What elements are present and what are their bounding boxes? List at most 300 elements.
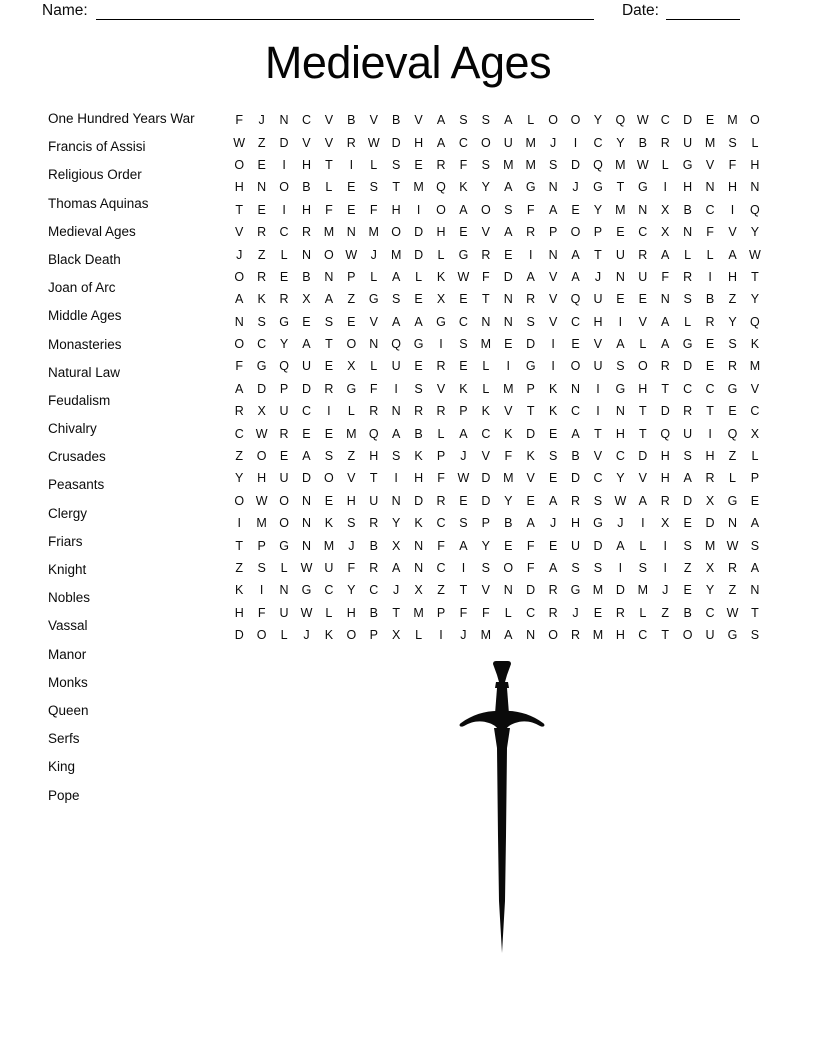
grid-letter: Y: [347, 583, 356, 598]
grid-letter: E: [414, 359, 423, 374]
grid-letter: W: [636, 113, 649, 128]
grid-letter: T: [594, 426, 602, 441]
grid-letter: N: [750, 583, 760, 598]
grid-letter: T: [661, 628, 670, 643]
grid-letter: H: [414, 471, 424, 486]
grid-letter: F: [526, 538, 535, 553]
grid-letter: A: [526, 516, 535, 531]
word-list-item: Black Death: [48, 251, 121, 267]
grid-letter: R: [481, 247, 491, 262]
grid-letter: W: [749, 247, 761, 262]
grid-letter: B: [683, 605, 692, 620]
grid-letter: W: [233, 135, 246, 150]
grid-letter: Z: [661, 605, 670, 620]
grid-letter: N: [324, 269, 334, 284]
grid-letter: R: [705, 314, 715, 329]
grid-letter: L: [639, 337, 647, 352]
grid-letter: M: [323, 538, 335, 553]
word-list-item: Manor: [48, 646, 87, 662]
grid-letter: L: [729, 471, 736, 486]
grid-letter: L: [527, 113, 535, 128]
grid-letter: X: [436, 292, 446, 307]
grid-letter: H: [727, 269, 737, 284]
name-label: Name:: [42, 2, 88, 19]
grid-letter: E: [728, 404, 737, 419]
grid-letter: D: [414, 493, 424, 508]
grid-letter: P: [548, 225, 558, 240]
grid-letter: U: [593, 359, 603, 374]
grid-letter: D: [526, 583, 536, 598]
grid-letter: H: [638, 381, 648, 396]
grid-letter: O: [480, 135, 491, 150]
grid-letter: Q: [436, 180, 446, 195]
grid-letter: P: [750, 471, 760, 486]
grid-letter: I: [618, 314, 623, 329]
grid-letter: E: [347, 180, 356, 195]
grid-letter: W: [300, 605, 313, 620]
grid-letter: Q: [368, 426, 379, 441]
grid-letter: O: [750, 113, 760, 128]
grid-letter: G: [682, 337, 693, 352]
grid-letter: T: [459, 583, 468, 598]
grid-letter: H: [234, 605, 244, 620]
grid-letter: B: [369, 538, 378, 553]
grid-letter: L: [370, 269, 378, 284]
grid-letter: Y: [750, 225, 760, 240]
grid-letter: Y: [750, 292, 760, 307]
grid-letter: W: [255, 426, 268, 441]
word-list-item: Thomas Aquinas: [48, 195, 149, 211]
grid-letter: B: [705, 292, 715, 307]
grid-letter: A: [459, 538, 468, 553]
grid-letter: D: [414, 225, 424, 240]
grid-letter: B: [369, 605, 378, 620]
grid-letter: A: [414, 314, 423, 329]
grid-letter: C: [750, 404, 760, 419]
grid-letter: R: [571, 493, 581, 508]
grid-letter: S: [257, 561, 266, 575]
header: [42, 1, 740, 20]
grid-letter: Z: [728, 583, 737, 598]
grid-letter: O: [346, 337, 357, 352]
grid-letter: K: [548, 404, 558, 419]
grid-letter: N: [571, 381, 581, 396]
grid-letter: N: [548, 180, 558, 195]
grid-letter: O: [570, 113, 581, 128]
grid-letter: V: [481, 225, 491, 240]
grid-letter: D: [683, 113, 693, 128]
grid-letter: H: [615, 628, 625, 643]
grid-letter: D: [683, 359, 693, 374]
grid-letter: D: [705, 516, 715, 531]
grid-letter: R: [615, 605, 625, 620]
grid-letter: S: [548, 449, 558, 464]
grid-letter: O: [234, 337, 245, 352]
grid-letter: D: [234, 628, 244, 643]
grid-letter: C: [705, 605, 715, 620]
grid-letter: M: [323, 225, 335, 240]
grid-letter: Y: [616, 135, 625, 150]
grid-letter: A: [459, 202, 468, 217]
grid-letter: Y: [705, 583, 715, 598]
grid-letter: L: [639, 538, 647, 553]
grid-letter: K: [459, 180, 468, 195]
word-list-item: Serfs: [48, 731, 80, 747]
grid-letter: P: [369, 628, 378, 643]
grid-letter: X: [347, 359, 356, 374]
grid-letter: V: [324, 135, 334, 150]
grid-letter: J: [617, 516, 624, 531]
grid-letter: G: [570, 583, 581, 598]
grid-letter: A: [548, 493, 558, 508]
grid-letter: C: [571, 404, 581, 419]
grid-letter: I: [237, 516, 241, 531]
grid-letter: F: [235, 113, 244, 128]
grid-letter: T: [325, 157, 333, 172]
grid-letter: T: [751, 269, 759, 284]
grid-letter: R: [683, 269, 693, 284]
grid-letter: E: [347, 202, 356, 217]
grid-letter: I: [282, 202, 286, 217]
grid-letter: K: [235, 583, 244, 598]
grid-letter: C: [638, 225, 648, 240]
grid-letter: L: [370, 157, 378, 172]
grid-letter: C: [705, 381, 715, 396]
word-list-item: Middle Ages: [48, 308, 122, 324]
grid-letter: Q: [279, 359, 289, 374]
grid-letter: A: [661, 314, 670, 329]
grid-letter: X: [705, 493, 715, 508]
grid-letter: O: [324, 471, 334, 486]
grid-letter: S: [481, 157, 491, 172]
word-list-item: Vassal: [48, 618, 88, 634]
grid-letter: I: [327, 404, 331, 419]
grid-letter: F: [661, 269, 670, 284]
grid-letter: J: [549, 516, 557, 531]
grid-letter: Q: [593, 157, 603, 172]
grid-letter: B: [683, 202, 692, 217]
grid-letter: R: [257, 225, 267, 240]
grid-letter: R: [683, 404, 693, 419]
grid-letter: U: [279, 404, 289, 419]
grid-letter: U: [503, 135, 513, 150]
grid-letter: C: [279, 225, 289, 240]
grid-letter: C: [526, 605, 536, 620]
grid-letter: Y: [279, 337, 289, 352]
grid-letter: U: [593, 292, 603, 307]
grid-letter: N: [391, 493, 401, 508]
grid-letter: I: [394, 381, 398, 396]
grid-letter: H: [660, 449, 670, 464]
grid-letter: O: [436, 202, 446, 217]
grid-letter: V: [638, 471, 647, 486]
grid-letter: Q: [750, 202, 760, 217]
grid-letter: L: [482, 359, 490, 374]
grid-letter: I: [349, 157, 354, 172]
grid-letter: N: [638, 202, 648, 217]
grid-letter: U: [683, 135, 693, 150]
grid-letter: H: [615, 426, 625, 441]
grid-letter: J: [393, 583, 400, 598]
grid-letter: R: [526, 292, 536, 307]
grid-letter: T: [392, 605, 400, 620]
grid-letter: F: [482, 269, 490, 284]
grid-letter: N: [526, 628, 536, 643]
grid-letter: I: [596, 381, 600, 396]
grid-letter: N: [301, 516, 311, 531]
grid-letter: L: [684, 247, 692, 262]
grid-letter: K: [257, 292, 266, 307]
grid-letter: R: [548, 605, 558, 620]
grid-letter: G: [436, 314, 446, 329]
grid-letter: S: [683, 449, 692, 464]
grid-letter: N: [481, 314, 491, 329]
grid-letter: C: [257, 337, 267, 352]
grid-letter: O: [548, 628, 558, 643]
grid-letter: D: [481, 493, 491, 508]
grid-letter: E: [302, 314, 311, 329]
grid-letter: B: [504, 516, 513, 531]
grid-letter: J: [303, 628, 310, 643]
word-list-item: One Hundred Years War: [48, 111, 195, 126]
grid-letter: M: [615, 157, 626, 172]
grid-letter: L: [706, 247, 714, 262]
grid-letter: D: [638, 449, 648, 464]
grid-letter: Y: [728, 314, 737, 329]
grid-letter: E: [683, 583, 692, 598]
grid-letter: F: [437, 471, 445, 486]
grid-letter: T: [526, 404, 535, 419]
grid-letter: C: [234, 426, 244, 441]
grid-letter: Q: [391, 337, 402, 352]
grid-letter: K: [504, 426, 513, 441]
grid-letter: B: [571, 449, 580, 464]
grid-letter: D: [683, 493, 693, 508]
grid-letter: R: [346, 135, 356, 150]
grid-letter: M: [480, 337, 492, 352]
grid-letter: S: [750, 538, 760, 553]
grid-letter: F: [257, 605, 266, 620]
grid-letter: A: [504, 180, 513, 195]
grid-letter: H: [705, 449, 715, 464]
grid-letter: X: [750, 426, 760, 441]
grid-letter: B: [391, 113, 401, 128]
grid-letter: P: [436, 449, 446, 464]
grid-letter: T: [594, 247, 602, 262]
grid-letter: S: [391, 292, 401, 307]
grid-letter: N: [750, 180, 760, 195]
word-list-item: Religious Order: [48, 167, 142, 183]
grid-letter: T: [616, 180, 625, 195]
date-label: Date:: [621, 2, 659, 19]
grid-letter: V: [638, 314, 647, 329]
grid-letter: G: [279, 314, 289, 329]
grid-letter: X: [661, 202, 670, 217]
grid-letter: V: [481, 449, 491, 464]
grid-letter: W: [726, 538, 739, 553]
grid-letter: J: [460, 628, 467, 643]
grid-letter: F: [347, 561, 356, 575]
grid-letter: L: [684, 314, 692, 329]
grid-letter: L: [325, 605, 333, 620]
grid-letter: C: [301, 113, 311, 128]
grid-letter: W: [636, 157, 649, 172]
grid-letter: C: [458, 135, 468, 150]
grid-letter: J: [594, 269, 602, 284]
word-list-item: Crusades: [48, 449, 106, 465]
grid-letter: U: [324, 561, 334, 575]
grid-letter: K: [459, 381, 468, 396]
grid-letter: J: [258, 113, 265, 128]
grid-letter: E: [548, 426, 558, 441]
grid-letter: S: [750, 628, 760, 643]
grid-letter: L: [639, 605, 647, 620]
grid-letter: E: [257, 157, 266, 172]
grid-letter: E: [324, 493, 334, 508]
grid-letter: Q: [750, 314, 760, 329]
grid-letter: X: [705, 561, 715, 575]
grid-letter: P: [279, 381, 289, 396]
grid-letter: C: [638, 628, 648, 643]
grid-letter: L: [280, 561, 288, 575]
grid-letter: H: [234, 180, 244, 195]
grid-letter: C: [436, 561, 446, 575]
grid-letter: A: [728, 247, 737, 262]
grid-letter: J: [236, 247, 243, 262]
grid-letter: M: [503, 381, 514, 396]
grid-letter: U: [638, 269, 648, 284]
grid-letter: T: [369, 471, 378, 486]
grid-letter: R: [234, 404, 244, 419]
grid-letter: G: [346, 381, 357, 396]
grid-letter: L: [415, 269, 423, 284]
grid-letter: M: [615, 202, 626, 217]
grid-letter: D: [593, 538, 603, 553]
grid-letter: R: [571, 628, 581, 643]
grid-letter: I: [551, 359, 555, 374]
grid-letter: Z: [683, 561, 692, 575]
grid-letter: V: [526, 471, 535, 486]
grid-letter: S: [593, 561, 603, 575]
grid-letter: W: [255, 493, 268, 508]
grid-letter: Q: [615, 113, 626, 128]
grid-letter: D: [414, 247, 424, 262]
grid-letter: J: [662, 583, 669, 598]
grid-letter: K: [414, 516, 423, 531]
word-list-item: Joan of Arc: [48, 280, 116, 296]
grid-letter: M: [637, 583, 649, 598]
grid-letter: R: [369, 561, 379, 575]
grid-letter: F: [437, 538, 445, 553]
name-blank-line: [96, 3, 594, 20]
grid-letter: S: [459, 516, 468, 531]
grid-letter: V: [436, 381, 446, 396]
word-list: [48, 105, 228, 810]
grid-letter: D: [301, 471, 311, 486]
grid-letter: S: [459, 337, 468, 352]
grid-letter: N: [727, 516, 737, 531]
grid-letter: O: [480, 202, 491, 217]
grid-letter: W: [367, 135, 380, 150]
grid-letter: P: [436, 605, 446, 620]
grid-letter: G: [727, 493, 738, 508]
grid-letter: K: [324, 516, 334, 531]
grid-letter: C: [458, 314, 468, 329]
grid-letter: V: [728, 225, 737, 240]
grid-letter: M: [525, 135, 536, 150]
grid-letter: Z: [728, 292, 737, 307]
grid-letter: U: [571, 538, 581, 553]
grid-letter: Y: [616, 471, 625, 486]
grid-letter: E: [414, 292, 423, 307]
grid-letter: A: [324, 292, 334, 307]
grid-letter: D: [615, 583, 625, 598]
grid-letter: A: [235, 381, 244, 396]
grid-letter: N: [503, 314, 513, 329]
grid-letter: A: [504, 113, 513, 128]
grid-letter: V: [369, 314, 378, 329]
grid-letter: E: [548, 471, 558, 486]
word-list-item: Clergy: [48, 505, 88, 521]
date-blank-line: [666, 3, 740, 20]
grid-letter: V: [324, 113, 334, 128]
grid-letter: S: [616, 359, 625, 374]
grid-letter: C: [660, 113, 670, 128]
grid-letter: E: [459, 359, 468, 374]
grid-letter: H: [391, 202, 401, 217]
grid-letter: M: [503, 471, 514, 486]
grid-letter: U: [279, 471, 289, 486]
grid-letter: O: [570, 359, 581, 374]
grid-letter: B: [302, 180, 311, 195]
grid-letter: X: [661, 225, 670, 240]
grid-letter: R: [548, 583, 558, 598]
grid-letter: L: [751, 449, 759, 464]
grid-letter: R: [660, 359, 670, 374]
grid-letter: A: [302, 449, 311, 464]
grid-letter: Y: [593, 202, 603, 217]
grid-letter: N: [369, 337, 379, 352]
grid-letter: G: [593, 516, 603, 531]
grid-letter: U: [615, 247, 625, 262]
word-list-item: Medieval Ages: [48, 223, 136, 239]
grid-letter: P: [459, 404, 468, 419]
grid-letter: G: [368, 292, 379, 307]
grid-letter: J: [370, 247, 377, 262]
grid-letter: T: [392, 180, 400, 195]
grid-letter: R: [660, 493, 670, 508]
grid-letter: R: [279, 292, 289, 307]
grid-letter: F: [504, 449, 513, 464]
grid-letter: X: [414, 583, 423, 598]
grid-letter: E: [705, 337, 715, 352]
grid-letter: O: [279, 493, 289, 508]
grid-letter: L: [280, 247, 288, 262]
grid-letter: S: [369, 180, 378, 195]
grid-letter: W: [726, 605, 739, 620]
grid-letter: O: [548, 113, 558, 128]
grid-letter: G: [727, 628, 738, 643]
grid-letter: V: [481, 583, 491, 598]
grid-letter: N: [683, 225, 693, 240]
grid-letter: E: [548, 538, 558, 553]
grid-letter: D: [301, 381, 311, 396]
grid-letter: R: [369, 404, 379, 419]
grid-letter: I: [416, 202, 421, 217]
grid-letter: P: [347, 269, 356, 284]
grid-letter: C: [436, 516, 446, 531]
grid-letter: K: [414, 449, 423, 464]
